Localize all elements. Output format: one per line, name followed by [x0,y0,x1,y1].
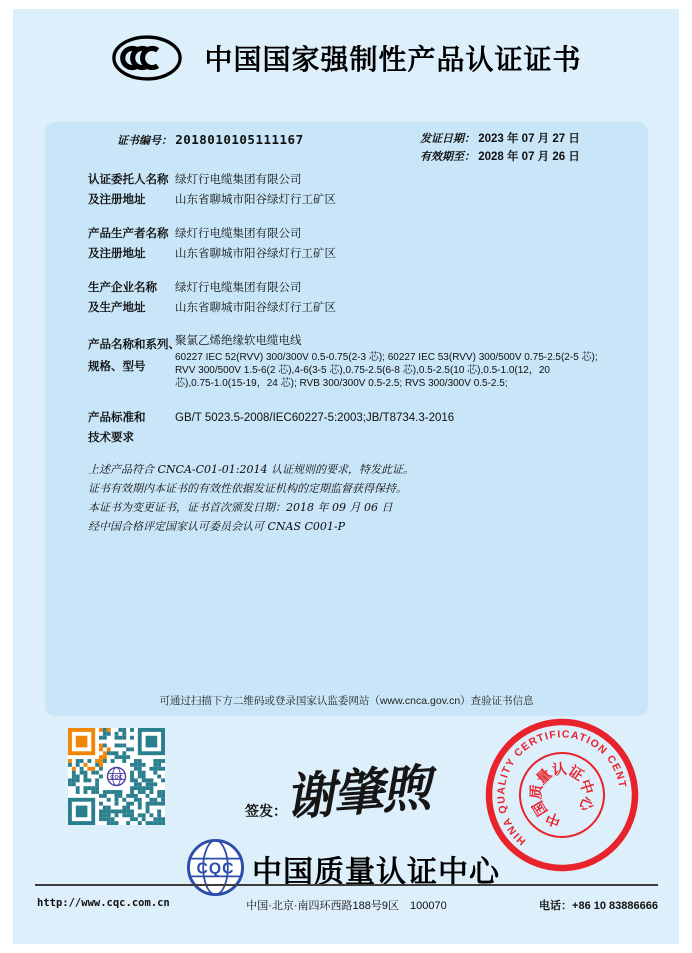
certificate-number-label: 证书编号： [117,134,172,147]
issuer-signature: 谢肇煦 [283,758,432,827]
expiry-date-row [420,148,580,166]
svg-text:国: 国 [530,797,552,819]
factory-value: 绿灯行电缆集团有限公司 山东省聊城市阳谷绿灯行工矿区 [175,282,336,314]
official-seal [480,713,644,877]
cqc-logo-icon [186,838,245,897]
certificate-dates [420,130,580,166]
applicant-value: 绿灯行电缆集团有限公司 山东省聊城市阳谷绿灯行工矿区 [175,174,336,206]
certificate-header [13,33,679,83]
applicant-row [88,170,630,210]
certificate-meta [45,122,648,168]
footer [35,895,658,915]
svg-text:心: 心 [575,794,596,814]
certificate-number-value: 2018010105111167 [175,132,304,147]
footer-address: 中国·北京·南四环西路188号9区 100070 [246,900,447,912]
manufacturer-label: 产品生产者名称 及注册地址 [88,228,169,260]
svg-text:认: 认 [551,761,568,779]
remark-line: 上述产品符合 CNCA-C01-01:2014 认证规则的要求，特发此证。 [88,463,414,476]
remark-line: 证书有效期内本证书的有效性依据发证机构的定期监督获得保持。 [88,482,407,495]
applicant-label: 认证委托人名称 及注册地址 [88,174,169,206]
footer-phone: 电话：+86 10 83886666 [539,900,658,912]
standard-value: GB/T 5023.5-2008/IEC60227-5:2003;JB/T8734.3-2016 [175,412,455,424]
product-spec-label: 产品名称和系列、 规格、型号 [88,339,180,373]
expiry-date-value: 2028 年 07 月 26 日 [478,151,580,163]
issue-date-label: 发证日期： [420,132,475,145]
remark-line: 本证书为变更证书，证书首次颁发日期：2018 年 09 月 06 日 [88,501,393,514]
manufacturer-row [88,224,630,264]
expiry-date-label: 有效期至： [420,150,475,163]
seal-en-text: CHINA QUALITY CERTIFICATION CENTRE [495,728,629,848]
issue-date-row [420,130,580,148]
certificate-page [13,9,679,944]
certificate-title: 中国国家强制性产品认证证书 [204,44,582,75]
svg-text:中: 中 [575,777,596,797]
footer-divider [35,884,658,886]
remarks-block [88,460,628,536]
factory-row [88,278,630,318]
qr-code-svg [68,728,165,825]
footer-website: http://www.cqc.com.cn [37,897,170,909]
svg-text:中: 中 [543,808,563,829]
svg-text:CQC: CQC [110,774,123,781]
svg-text:证: 证 [565,763,586,785]
svg-text:质: 质 [528,783,547,801]
factory-label: 生产企业名称 及生产地址 [88,282,157,314]
product-spec-row [88,334,630,391]
svg-text:CQC: CQC [196,860,235,878]
svg-text:量: 量 [533,766,556,788]
issue-date-value: 2023 年 07 月 27 日 [478,133,580,145]
issuer-name: 中国质量认证中心 [252,856,500,889]
standard-row [88,408,630,444]
product-spec-value: 聚氯乙烯绝缘软电缆电线 60227 IEC 52(RVV) 300/300V 0.5-0.75(2-3 芯); 60227 IEC 53(RVV) 300/500V 0.75-2.5(2-5 芯); RVV 300/500V 1.5-6(2 芯),4-6(3-5 芯),0.75-2.5(6-8 芯),0.5-2.5(10 芯),0.5-1.0(12，20 芯),0.75-1.0(15-19，24 芯); RVB 300/300V 0.5-2.5; RVS 300/300V 0.5-2.5; [175,335,598,390]
certificate-panel [45,122,648,716]
certificate-number [117,132,304,148]
standard-label: 产品标准和 技术要求 [88,412,146,444]
remark-line: 经中国合格评定国家认可委员会认可 CNAS C001-P [88,520,346,533]
ccc-mark-icon [110,33,184,83]
manufacturer-value: 绿灯行电缆集团有限公司 山东省聊城市阳谷绿灯行工矿区 [175,228,336,260]
qr-verify-note: 可通过扫描下方二维码或登录国家认监委网站（www.cnca.gov.cn）查验证书信息 [159,695,534,707]
sign-label: 签发： [245,804,287,820]
